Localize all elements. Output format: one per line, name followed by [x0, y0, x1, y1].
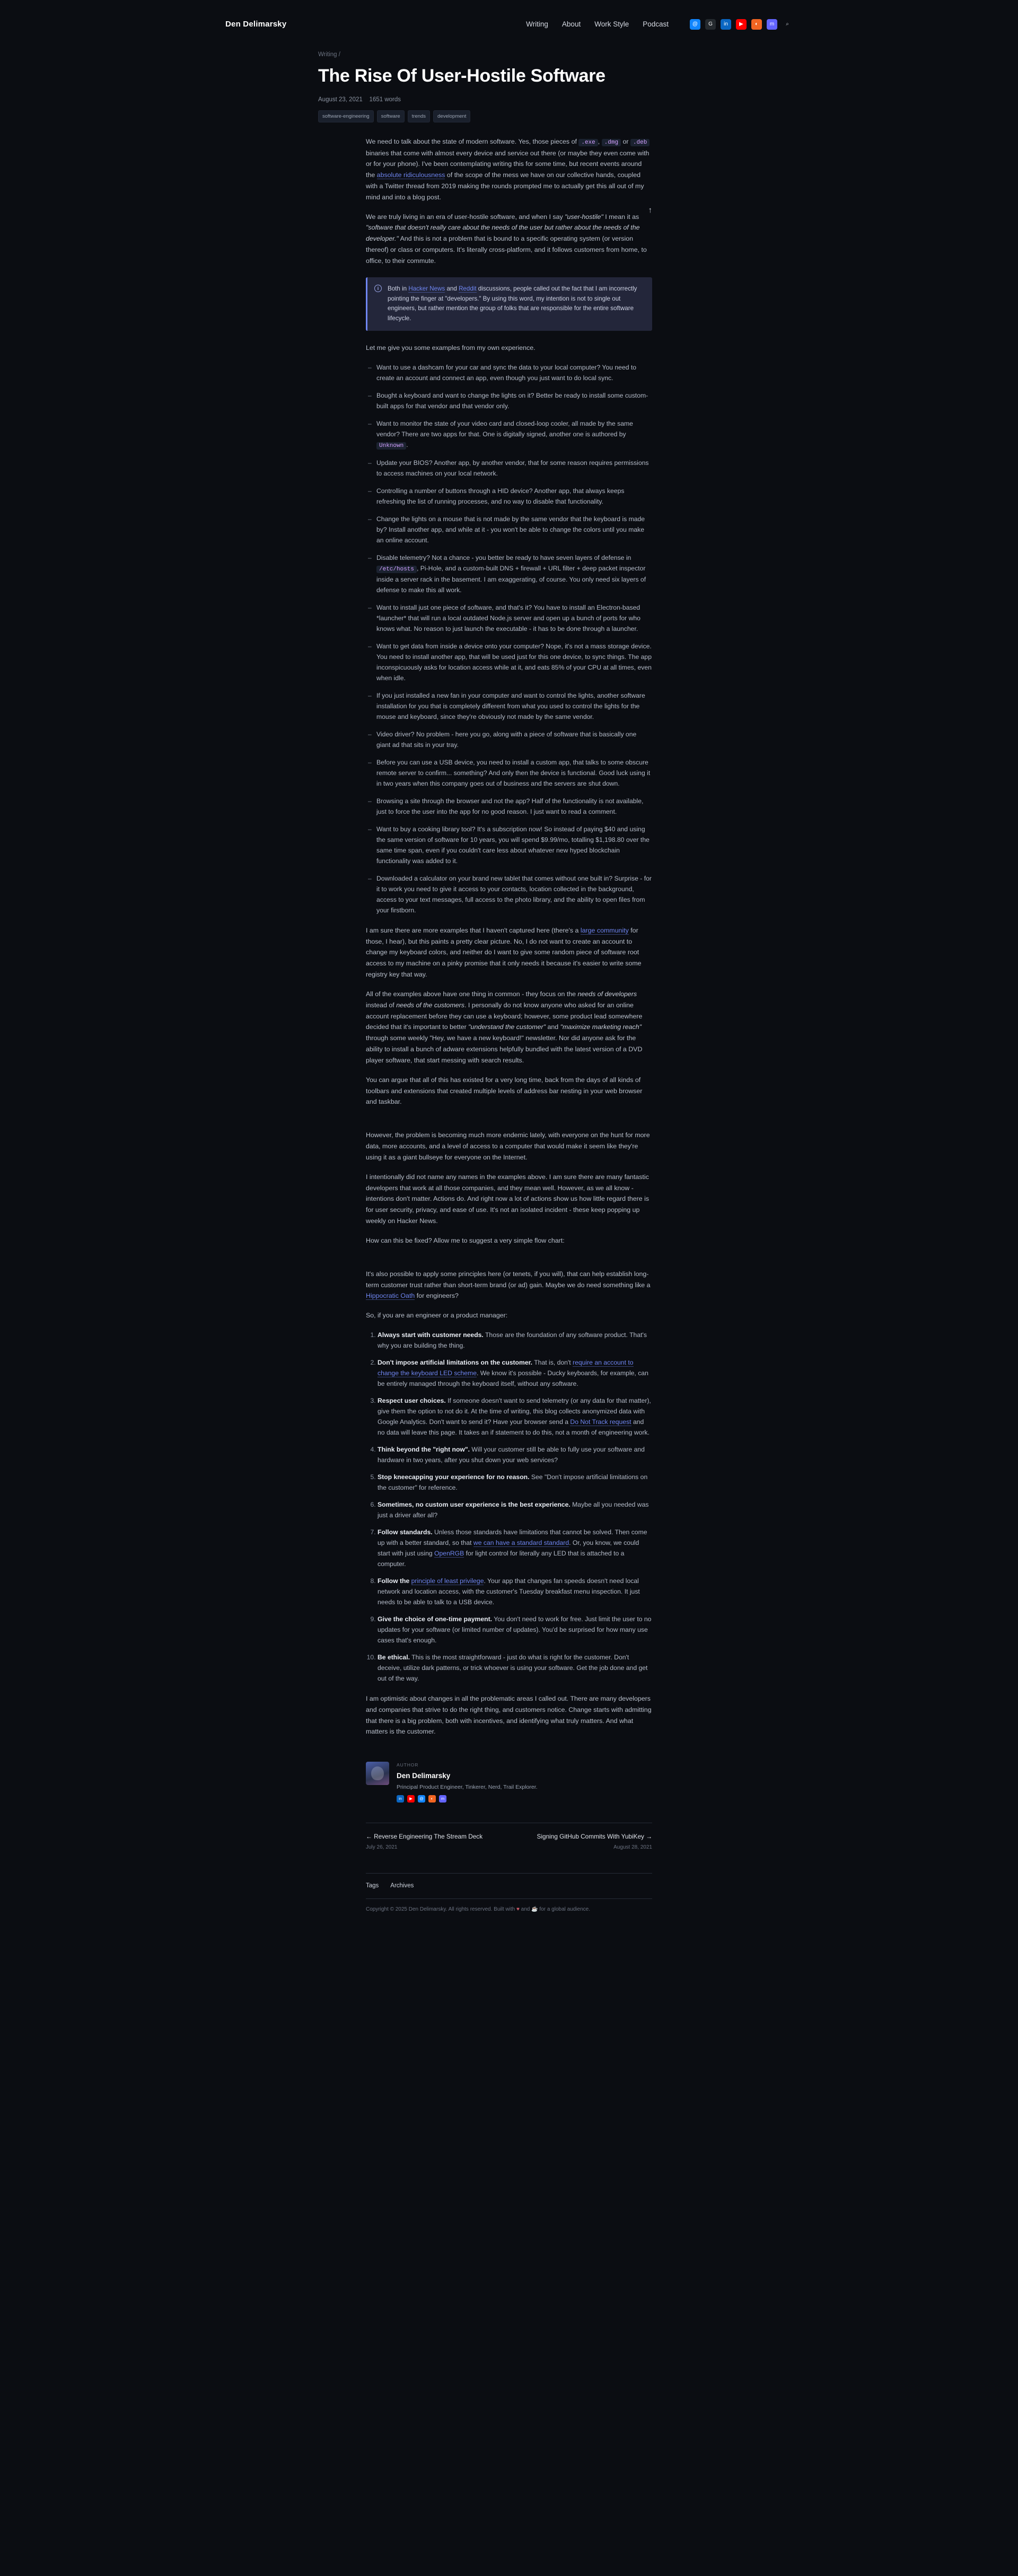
paragraph-optimistic: I am optimistic about changes in all the problematic areas I called out. There are many developers and companies that strive to do the right thing, and customers notice. Change starts with admitting that there is a big problem, both with incentives, and identifying what truly matters. And what matters is the customer. — [366, 1694, 652, 1736]
list-item-text: Bought a keyboard and want to change the lights on it? Better be ready to install some custom-built apps for that vendor and that vendor only. — [376, 391, 648, 410]
copyright — [366, 1898, 652, 1914]
author-name: Den Delimarsky — [397, 1772, 451, 1780]
list-item-text: If you just installed a new fan in your computer and want to control the lights, another software installation for you that is completely different from what you used to control the lights for the mouse and keyboard, since they're obviously not made by the same vendor. — [376, 691, 645, 720]
principle-text: See "Don't impose artificial limitations on the customer" for reference. — [378, 1473, 648, 1491]
paragraph-no-names: I intentionally did not name any names in the examples above. I am sure there are many fantastic developers that work at all those companies, and they mean well. However, as we all know - intentions don't matter. Actions do. And right now a lot of actions show us how little regard there is for user security, privacy, and ease of use. It's not an isolated incident - these keep popping up weekly on Hacker News. — [366, 1173, 650, 1225]
paragraph-definition — [366, 212, 652, 267]
list-item — [376, 390, 652, 411]
youtube-icon[interactable]: ▶ — [736, 19, 747, 30]
list-item — [378, 1527, 652, 1569]
list-item — [376, 873, 652, 916]
link-openrgb[interactable]: OpenRGB — [434, 1549, 464, 1557]
header-social-links — [690, 19, 793, 30]
text-fragment: I am sure there are more examples that I haven't captured here (there's a — [366, 926, 581, 934]
footer-link-archives[interactable]: Archives — [390, 1883, 414, 1889]
article-body — [366, 136, 652, 1737]
list-item-text: Disable telemetry? Not a chance - you better be ready to have seven layers of defense in — [376, 553, 631, 561]
pager-previous-link[interactable] — [366, 1833, 482, 1840]
text-fragment: Copyright © 2025 Den Delimarsky. All rights reserved. Built with — [366, 1906, 516, 1912]
word-count: 1651 words — [369, 96, 401, 103]
info-icon: i — [374, 285, 382, 292]
pager-previous[interactable] — [366, 1832, 482, 1852]
paragraph-more-examples — [366, 925, 652, 980]
header-inner — [225, 18, 793, 31]
list-item-text: Want to use a dashcam for your car and sync the data to your local computer? You need to create an account and connect an app, even though you just want to do local sync. — [376, 363, 637, 382]
list-item — [376, 641, 652, 683]
article-meta — [318, 95, 700, 105]
principle-title: Don't impose artificial limitations on the customer. — [378, 1358, 533, 1366]
publish-date: August 23, 2021 — [318, 96, 363, 103]
emphasis: "understand the customer" — [468, 1023, 546, 1031]
text-fragment: and — [519, 1906, 532, 1912]
footer-link-tags[interactable]: Tags — [366, 1883, 379, 1889]
principle-text: If someone doesn't want to send telemetry (or any data for that matter), give them the option to not do it. At the time of writing, this blog collects anonymized data with Google Analytics. Don't want to send it? Have your browser send a — [378, 1396, 651, 1426]
avatar — [366, 1762, 389, 1785]
text-fragment: I mean it as — [603, 213, 639, 221]
link-reddit[interactable]: Reddit — [459, 285, 477, 292]
emphasis: "software that doesn't really care about the needs of the user but rather about the needs of the developer." — [366, 224, 640, 243]
flowchart-placeholder — [366, 1255, 652, 1269]
breadcrumb[interactable]: Writing / — [318, 51, 340, 58]
link-large-community[interactable]: large community — [580, 926, 629, 934]
search-icon[interactable]: ⌕ — [786, 21, 789, 28]
list-item — [376, 552, 652, 595]
github-icon[interactable]: G — [705, 19, 716, 30]
paragraph-toolbars: You can argue that all of this has existed for a very long time, back from the days of all kinds of toolbars and extensions that created multiple levels of address bar nesting in your web browser and taskbar. — [366, 1076, 643, 1106]
list-item — [376, 796, 652, 817]
paragraph-endemic: However, the problem is becoming much more endemic lately, with everyone on the hunt for more data, more accounts, and a level of access to a computer that would make it seem like they're using it as a giant bullseye for everyone on the Internet. — [366, 1131, 650, 1161]
nav-item-writing[interactable]: Writing — [526, 20, 548, 29]
text-fragment: . I personally do not know anyone who asked for an online account replacement before they can use a keyboard; however, some product lead somewhere decided that it's important to better — [366, 1001, 643, 1031]
content-spacer — [366, 1116, 652, 1130]
list-item-text: Before you can use a USB device, you need to install a custom app, that talks to some obscure remote server to confirm... something? And only then the device is functional. Good luck using it in two years when this company goes out of business and the servers are shut down. — [376, 758, 651, 787]
rss-icon[interactable]: ◐ — [428, 1795, 436, 1803]
tag-item[interactable]: software — [377, 110, 405, 122]
list-item — [378, 1472, 652, 1493]
examples-list — [366, 362, 652, 916]
pager-next-link[interactable] — [537, 1833, 652, 1840]
principle-text: That is, don't — [532, 1358, 573, 1366]
list-item — [376, 486, 652, 507]
text-fragment: through some weekly "Hey, we have a new keyboard!" newsletter. Nor did anyone ask for the ability to install a bunch of adware extensions helpfully bundled with the latest version of a DVD player software, that start messing with search results. — [366, 1034, 643, 1064]
link-hippocratic-oath[interactable]: Hippocratic Oath — [366, 1292, 415, 1300]
text-fragment: instead of — [366, 1001, 397, 1009]
text-fragment: for a global audience. — [538, 1906, 591, 1912]
paragraph-examples-lead: Let me give you some examples from my own experience. — [366, 344, 536, 351]
pager-next[interactable] — [537, 1832, 652, 1852]
link-hacker-news[interactable]: Hacker News — [408, 285, 445, 292]
principle-title: Think beyond the "right now". — [378, 1445, 470, 1453]
text-fragment: Both in — [388, 285, 409, 292]
principle-title: Give the choice of one-time payment. — [378, 1615, 493, 1623]
link-account-led-scheme[interactable]: require an account to change the keyboard LED scheme — [378, 1358, 634, 1377]
list-item — [376, 514, 652, 546]
principle-title: Sometimes, no custom user experience is the best experience. — [378, 1500, 571, 1508]
list-item — [376, 757, 652, 789]
main-nav — [526, 19, 793, 30]
author-label: AUTHOR — [397, 1762, 419, 1768]
list-item-text: Want to install just one piece of software, and that's it? You have to install an Electron-based *launcher* that will run a local outdated Node.js server and open up a bunch of ports for who knows what. No reason to just launch the executable - it has to be done through a launcher. — [376, 603, 640, 632]
author-social-links — [397, 1795, 538, 1803]
coffee-icon[interactable]: ☕ — [531, 1906, 538, 1912]
text-fragment: and — [445, 285, 459, 292]
nav-item-work-style[interactable]: Work Style — [594, 20, 629, 29]
post-pager — [366, 1823, 652, 1852]
site-brand[interactable]: Den Delimarsky — [225, 20, 287, 29]
principle-text: Will your customer still be able to fully use your software and hardware in two years, after you shut down your web services? — [378, 1445, 645, 1464]
principle-title: Be ethical. — [378, 1653, 410, 1661]
text-fragment: for those, I hear), but this paints a pretty clear picture. No, I do not want to create an account to change my keyboard colors, and neither do I want to give some random piece of software root access to my machine on a pinky promise that it only needs it because it's easier to write some registry key that way. — [366, 926, 642, 979]
page-title: The Rise Of User-Hostile Software — [318, 65, 605, 86]
list-item — [376, 824, 652, 866]
tag-item[interactable]: trends — [408, 110, 430, 122]
principle-title: Always start with customer needs. — [378, 1331, 484, 1339]
emphasis: "maximize marketing reach" — [560, 1023, 642, 1031]
list-item — [378, 1330, 652, 1351]
list-item-text: Browsing a site through the browser and not the app? Half of the functionality is not available, just to force the user into the app for no good reason. I just want to read a comment. — [376, 797, 644, 815]
principle-text: Unless those standards have limitations that cannot be solved. Then come up with a better standard, so that — [378, 1528, 647, 1546]
list-item — [376, 602, 652, 634]
pager-next-title: Signing GitHub Commits With YubiKey — [537, 1832, 644, 1840]
site-footer — [366, 1873, 652, 1932]
text-fragment: binaries that come with almost every device and service out there (or maybe they even come with or for your phone). I've been contemplating writing this for some time, but recent events around the — [366, 149, 650, 179]
list-item-text: Update your BIOS? Another app, by another vendor, that for some reason requires permissions to access machines on your local network. — [376, 459, 649, 477]
code-dmg: .dmg — [602, 139, 621, 146]
code-unknown: Unknown — [376, 442, 406, 450]
link-standard-standard[interactable]: we can have a standard standard — [473, 1538, 569, 1546]
linkedin-icon[interactable]: in — [397, 1795, 404, 1803]
principle-text: You don't need to work for free. Just limit the user to no updates for your software (or limited number of updates). You'd be surprised for how many use cases that's enough. — [378, 1615, 652, 1644]
linkedin-icon[interactable]: in — [721, 19, 731, 30]
text-fragment: or — [621, 138, 630, 146]
bluesky-icon[interactable]: @ — [690, 19, 700, 30]
code-etc-hosts: /etc/hosts — [376, 566, 417, 573]
principle-text: This is the most straightforward - just do what is right for the customer. Don't deceive, utilize dark patterns, or trick whoever is using your software. Get the job done and get out of the way. — [378, 1653, 648, 1682]
youtube-icon[interactable]: ▶ — [407, 1795, 415, 1803]
emphasis: needs of developers — [577, 990, 637, 998]
list-item — [378, 1614, 652, 1646]
pager-next-date: August 28, 2021 — [613, 1844, 652, 1851]
list-item-text: . — [406, 441, 408, 449]
nav-item-podcast[interactable]: Podcast — [643, 20, 669, 29]
principle-text: for light control for literally any LED that is attached to a computer. — [378, 1549, 625, 1568]
list-item — [378, 1652, 652, 1684]
text-fragment: And this is not a problem that is bound to a specific operating system (or version thereof) or class or computers. It's literally cross-platform, and it follows customers from home, to office, to their commute. — [366, 235, 647, 265]
principle-title: Respect user choices. — [378, 1396, 446, 1404]
paragraph-trust — [366, 1269, 652, 1302]
text-fragment: and — [546, 1023, 560, 1031]
paragraph-so-if-you-are: So, if you are an engineer or a product manager: — [366, 1312, 508, 1320]
list-item — [378, 1499, 652, 1520]
rss-icon[interactable]: ◐ — [751, 19, 762, 30]
list-item-text: , Pi-Hole, and a custom-built DNS + firewall + URL filter + deep packet inspector inside a server rack in the basement. I am exaggerating, of course. You only need six layers of defense to make this all work. — [376, 564, 646, 594]
list-item — [376, 690, 652, 722]
list-item — [378, 1357, 652, 1389]
principles-list — [366, 1330, 652, 1684]
text-fragment: of the scope of the mess we have on our collective hands, coupled with a Twitter thread from 2019 making the rounds prompted me to actually get this all out of my mind and into a blog post. — [366, 171, 644, 201]
arrow-right-icon: → — [646, 1832, 652, 1840]
footer-links — [366, 1873, 652, 1891]
text-fragment: , — [598, 138, 602, 146]
principle-text: . Or, you know, we could start with just using — [378, 1538, 639, 1557]
list-item — [376, 729, 652, 750]
text-fragment: We are truly living in an era of user-hostile software, and when I say — [366, 213, 565, 221]
principle-text: . We know it's possible - Ducky keyboards, for example, can be entirely managed through the keyboard itself, without any software. — [378, 1369, 648, 1387]
principle-text: Those are the foundation of any software product. That's why you are building the thing. — [378, 1331, 647, 1349]
nav-item-about[interactable]: About — [561, 20, 581, 29]
emphasis: needs of the customers — [396, 1001, 464, 1009]
list-item — [378, 1576, 652, 1607]
text-fragment: We need to talk about the state of modern software. Yes, those pieces of — [366, 138, 579, 146]
tag-item[interactable]: development — [433, 110, 470, 122]
principle-text: and no data will leave this page. It takes an if statement to do this, not a month of engineering work. — [378, 1418, 650, 1436]
mastodon-icon[interactable]: m — [439, 1795, 446, 1803]
tag-item[interactable]: software-engineering — [318, 110, 374, 122]
list-item — [378, 1444, 652, 1465]
list-item-text: Controlling a number of buttons through a HID device? Another app, that always keeps refreshing the list of running processes, and no way to disable that functionality. — [376, 487, 625, 505]
link-absolute-ridiculousness[interactable]: absolute ridiculousness — [376, 171, 445, 179]
arrow-left-icon: ← — [366, 1832, 372, 1840]
list-item — [376, 362, 652, 383]
list-item-text: Video driver? No problem - here you go, along with a piece of software that is basically one giant ad that sits in your tray. — [376, 730, 637, 749]
list-item — [378, 1395, 652, 1438]
article — [318, 36, 700, 1932]
mastodon-icon[interactable]: m — [767, 19, 777, 30]
link-do-not-track[interactable]: Do Not Track request — [570, 1418, 631, 1426]
pager-previous-title: Reverse Engineering The Stream Deck — [374, 1832, 483, 1840]
paragraph-developer-needs — [366, 989, 652, 1066]
list-item — [376, 458, 652, 479]
list-item-text: Change the lights on a mouse that is not made by the same vendor that the keyboard is made by? Install another app, and while at it - you won't be able to change the colors until you make an online account. — [376, 515, 645, 544]
list-item-text: Downloaded a calculator on your brand new tablet that comes without one built in? Surprise - for it to work you need to give it access to your contacts, location collected in the background, access to your text messages, full access to the photo library, and the ability to open files from your firstborn. — [376, 874, 652, 914]
code-deb: .deb — [630, 139, 650, 146]
emphasis: "user-hostile" — [565, 213, 603, 221]
principle-title: Stop kneecapping your experience for no reason. — [378, 1473, 530, 1481]
principle-text: Maybe all you needed was just a driver after all? — [378, 1500, 649, 1519]
code-exe: .exe — [578, 139, 598, 146]
principle-title: Follow the — [378, 1577, 411, 1585]
text-fragment: for engineers? — [415, 1292, 459, 1300]
scroll-to-top-icon[interactable]: ↑ — [648, 206, 652, 215]
callout-note — [366, 277, 652, 331]
list-item-text: Want to get data from inside a device onto your computer? Nope, it's not a mass storage device. You need to install another app, that will be used just for this one device, to sync things. The app inconspicuously asks for location access while at it, and eats 85% of your CPU at all times, even when idle. — [376, 642, 652, 682]
author-description: Principal Product Engineer, Tinkerer, Nerd, Trail Explorer. — [397, 1783, 538, 1790]
author-details — [397, 1762, 538, 1803]
pager-previous-date: July 26, 2021 — [366, 1844, 398, 1851]
principle-text: . Your app that changes fan speeds doesn't need local network and location access, with the customer's Tuesday breakfast menu inspection. It just needs to be able to talk to a USB device. — [378, 1577, 640, 1606]
site-header — [0, 0, 1018, 36]
list-item — [376, 418, 652, 451]
principle-title: Follow standards. — [378, 1528, 433, 1536]
paragraph-how-fixed: How can this be fixed? Allow me to suggest a very simple flow chart: — [366, 1236, 565, 1244]
heart-icon: ♥ — [516, 1906, 520, 1912]
link-least-privilege[interactable]: principle of least privilege — [411, 1577, 484, 1585]
text-fragment: It's also possible to apply some principles here (or tenets, if you will), that can help establish long-term customer trust rather than short-term brand (or ad) gain. Maybe we do need something like a — [366, 1270, 651, 1289]
list-item-text: Want to monitor the state of your video card and closed-loop cooler, all made by the same vendor? There are two apps for that. One is digitally signed, another one is authored by — [376, 419, 633, 438]
article-tags — [318, 110, 700, 122]
paragraph-intro — [366, 136, 652, 203]
author-card — [366, 1762, 652, 1803]
list-item-text: Want to buy a cooking library tool? It's a subscription now! So instead of paying $40 and using the same version of software for 10 years, you will spend $9.99/mo, totalling $1,198.80 over the same time span, even if you couldn't care less about whatever new hyped blockchain functionality was added to it. — [376, 825, 650, 865]
text-fragment: All of the examples above have one thing in common - they focus on the — [366, 990, 578, 998]
text-fragment: discussions, people called out the fact that I am incorrectly pointing the finger at "developers." By using this word, my intention is not to single out engineers, but rather mention the group of folks that are responsible for the entire software lifecycle. — [388, 285, 637, 322]
bluesky-icon[interactable]: @ — [418, 1795, 425, 1803]
